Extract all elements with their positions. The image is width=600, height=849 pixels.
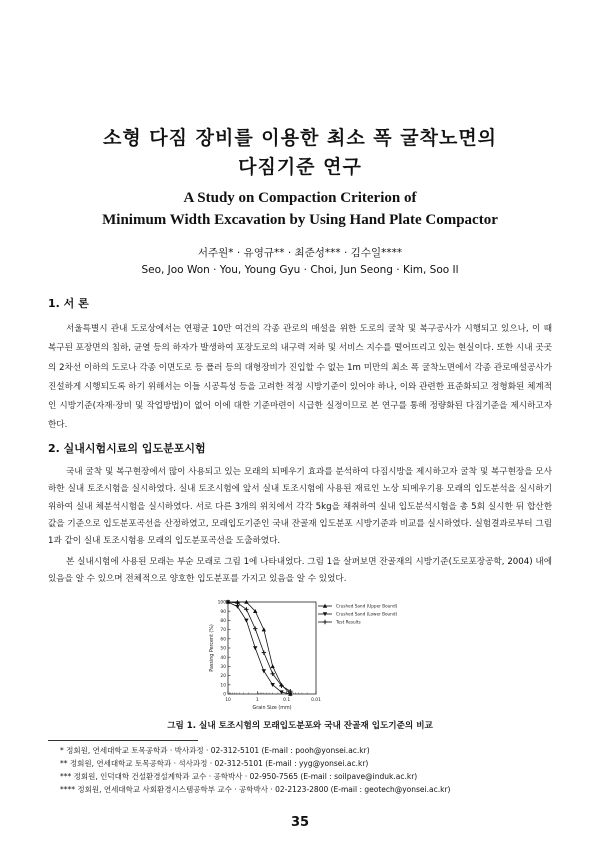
figure-caption: 그림 1. 실내 토조시험의 모래입도분포와 국내 잔골재 입도기준의 비교 — [167, 721, 433, 731]
data-point — [262, 650, 266, 654]
data-point — [270, 664, 274, 668]
x-axis-label: Grain Size (mm) — [252, 706, 292, 711]
y-tick-label: 0 — [223, 692, 226, 698]
grain-size-paragraph-1: 국내 굴착 및 복구현장에서 많이 사용되고 있는 모래의 되메우기 효과를 분석하여 다짐시방을 제시하고자 굴착 및 복구현장을 모사하한 실내 토조시험을 실시하였다. 실내 토조시험에 앞서 실내 토조시험에 사용된 재료인 노상 되메우기용 모래의 입도분석을 실시하기 위하여 실내 체분석시험을 실시하였다. 서로 다른 3개의 위치에서 각각 5kg을 채취하여 실내 입도분석시험을 총 5회 실시한 뒤 합산한 값을 기준으로 입도분포곡선을 산정하였고, 모래입도기준인 국내 잔골재 입도분포 시방기준과 비교를 실시하였다. 실험결과로부터 그림 1과 같이 실내 토조시험용 모래의 입도분포곡선을 도출하였다. — [48, 467, 552, 547]
plot-frame — [228, 602, 316, 694]
y-axis-label: Passing Percent (%) — [210, 624, 215, 672]
plot-area — [228, 602, 316, 694]
y-tick-label: 70 — [220, 628, 226, 634]
y-tick-label: 100 — [217, 600, 226, 606]
data-point — [253, 626, 257, 630]
series-line — [228, 602, 290, 691]
introduction-paragraph: 서울특별시 관내 도로상에서는 연평균 10만 여건의 각종 관로의 매설을 위한 도로의 굴착 및 복구공사가 시행되고 있으나, 이 때 복구된 포장면의 침하, 균열 등의 하자가 발생하여 포장도로의 내구력 저하 및 서비스 지수를 떨어뜨리고 있는 현실이다. 또한 시내 곳곳의 2차선 이하의 도로나 각종 이면도로 등 폴러 등의 대형장비가 진입할 수 없는 1m 미만의 최소 폭 굴착노면에서 각종 관로매설공사가 진설하게 시행되도록 하기 위해서는 이들 시공특성 등을 고려한 적정 시방기준이 있어야 하나, 이와 관련한 표준화되고 정형화된 체계적인 시방기준(자재·장비 및 작업방법)이 없어 이에 대한 기준마련이 시급한 실정이므로 본 연구를 통해 정량화된 다짐기준을 제시하고자 한다. — [48, 324, 552, 431]
data-point — [262, 669, 266, 673]
y-tick-label: 90 — [220, 609, 226, 615]
x-tick-label: 1 — [255, 698, 259, 703]
footnote-4: **** 정회원, 연세대학교 사회환경시스템공학부 교수 · 공학박사 · 02-2123-2800 (E-mail : geotech@yonsei.ac.kr) — [60, 785, 451, 794]
y-tick-label: 30 — [220, 665, 226, 670]
footnote-divider — [48, 740, 198, 741]
title-korean-line1: 소형 다짐 장비를 이용한 최소 폭 굴착노면의 — [102, 127, 498, 149]
data-point — [244, 619, 248, 623]
chart-legend — [318, 604, 398, 625]
series-line — [228, 602, 290, 694]
x-tick-label: 0.01 — [311, 698, 321, 703]
legend-label: Crushed Sand (Lower Bound) — [336, 611, 398, 617]
y-tick-label: 80 — [220, 619, 226, 624]
data-point — [262, 627, 266, 631]
data-point — [323, 620, 327, 624]
legend-label: Crushed Sand (Upper Bound) — [336, 603, 398, 609]
data-point — [253, 646, 257, 650]
y-tick-label: 40 — [220, 655, 226, 661]
section-heading-introduction: 1. 서 론 — [48, 297, 89, 310]
authors-english: Seo, Joo Won · You, Young Gyu · Choi, Jun Seong · Kim, Soo Il — [141, 264, 459, 276]
data-point — [235, 605, 239, 609]
title-korean-line2: 다짐기준 연구 — [238, 156, 362, 178]
footnote-1: * 정회원, 연세대학교 토목공학과 · 박사과정 · 02-312-5101 (E-mail : pooh@yonsei.ac.kr) — [60, 746, 370, 755]
section-heading-grain-size-test: 2. 실내시험시료의 입도분포시험 — [48, 442, 206, 455]
footnote-3: *** 정회원, 인덕대학 건설환경설계학과 교수 · 공학박사 · 02-950-7565 (E-mail : soilpave@induk.ac.kr) — [60, 772, 418, 781]
title-english-line1: A Study on Compaction Criterion of — [183, 190, 417, 206]
grain-size-paragraph-2: 본 실내시험에 사용된 모래는 부순 모래로 그림 1에 나타내었다. 그림 1을 살펴보면 잔골재의 시방기준(도로포장공학, 2004) 내에 있음을 알 수 있으며 전체적으로 양호한 입도분포를 가지고 있음을 알 수 있었다. — [48, 557, 552, 585]
footnote-2: ** 정회원, 연세대학교 토목공학과 · 석사과정 · 02-312-5101 (E-mail : yyg@yonsei.ac.kr) — [60, 759, 369, 768]
y-tick-label: 60 — [220, 637, 226, 643]
y-tick-label: 10 — [220, 683, 226, 689]
authors-korean: 서주원* · 유영규** · 최준성*** · 김수일**** — [197, 247, 403, 259]
y-tick-label: 50 — [220, 646, 226, 652]
chart-series — [226, 600, 293, 696]
page-number: 35 — [290, 815, 310, 830]
legend-label: Test Results — [336, 619, 361, 625]
x-tick-label: 0.1 — [283, 698, 291, 703]
series-line — [228, 602, 290, 694]
x-tick-label: 10 — [225, 698, 231, 703]
title-english-line2: Minimum Width Excavation by Using Hand Plate Compactor — [102, 212, 498, 228]
y-tick-label: 20 — [220, 674, 226, 680]
grain-size-chart — [198, 596, 408, 714]
